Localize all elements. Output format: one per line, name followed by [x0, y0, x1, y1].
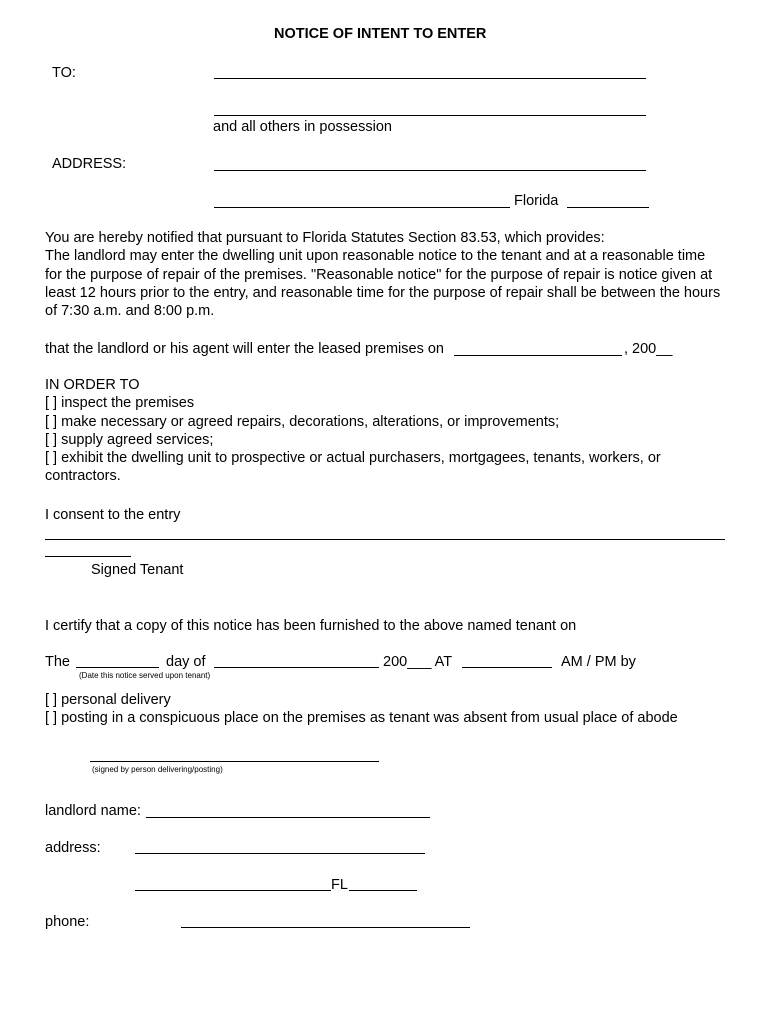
certify-text: I certify that a copy of this notice has been furnished to the above named tenant on — [45, 618, 577, 634]
order-option-repairs[interactable]: [ ] make necessary or agreed repairs, decorations, alterations, or improvements; — [45, 413, 560, 430]
entry-date-line[interactable] — [454, 355, 622, 356]
delivery-option-posting[interactable]: [ ] posting in a conspicuous place on the premises as tenant was absent from usual place of abode — [45, 710, 678, 727]
florida-label: Florida — [514, 193, 559, 209]
to-line-1[interactable] — [214, 78, 646, 79]
order-option-exhibit-cont: contractors. — [45, 468, 121, 485]
day-line[interactable] — [76, 667, 159, 668]
statute-line: of 7:30 a.m. and 8:00 p.m. — [45, 303, 215, 320]
to-line-2[interactable] — [214, 115, 646, 116]
phone-line[interactable] — [181, 927, 470, 928]
address-label-2: address: — [45, 840, 101, 856]
landlord-address-line-1[interactable] — [135, 853, 425, 854]
deliverer-signature-line[interactable] — [90, 761, 379, 762]
address-line-2[interactable] — [214, 207, 510, 208]
enter-text: that the landlord or his agent will enter the leased premises on — [45, 341, 444, 357]
landlord-name-label: landlord name: — [45, 803, 141, 819]
order-section — [45, 376, 735, 486]
landlord-zip-line[interactable] — [349, 890, 417, 891]
tenant-signature-line-short[interactable] — [45, 556, 131, 557]
order-option-services[interactable]: [ ] supply agreed services; — [45, 431, 214, 448]
statute-line: The landlord may enter the dwelling unit upon reasonable notice to the tenant and at a reasonable time — [45, 248, 706, 265]
address-label: ADDRESS: — [52, 156, 127, 172]
to-label: TO: — [52, 65, 76, 81]
statute-paragraph — [45, 229, 735, 320]
tenant-signature-line[interactable] — [45, 539, 725, 540]
entry-year: , 200__ — [624, 341, 673, 357]
delivery-option-personal[interactable]: [ ] personal delivery — [45, 692, 171, 708]
delivery-section — [45, 691, 735, 728]
order-option-inspect[interactable]: [ ] inspect the premises — [45, 395, 195, 412]
consent-text: I consent to the entry — [45, 507, 181, 523]
statute-line: You are hereby notified that pursuant to Florida Statutes Section 83.53, which provides: — [45, 230, 605, 246]
date-the: The — [45, 654, 70, 670]
statute-line: for the purpose of repair of the premises. "Reasonable notice" for the purpose of repair is notice given at — [45, 266, 713, 283]
landlord-name-line[interactable] — [146, 817, 430, 818]
address-line-1[interactable] — [214, 170, 646, 171]
phone-label: phone: — [45, 914, 90, 930]
signed-note: (signed by person delivering/posting) — [92, 765, 223, 774]
order-option-exhibit[interactable]: [ ] exhibit the dwelling unit to prospective or actual purchasers, mortgagees, tenants, workers, or — [45, 450, 661, 467]
signed-tenant-label: Signed Tenant — [91, 562, 184, 578]
zip-line[interactable] — [567, 207, 649, 208]
date-day-of: day of — [166, 654, 206, 670]
statute-line: least 12 hours prior to the entry, and reasonable time for the purpose of repair shall be between the hours — [45, 284, 721, 301]
time-line[interactable] — [462, 667, 552, 668]
order-heading: IN ORDER TO — [45, 377, 140, 393]
date-note: (Date this notice served upon tenant) — [79, 671, 211, 680]
month-line[interactable] — [214, 667, 379, 668]
page-title: NOTICE OF INTENT TO ENTER — [274, 26, 487, 42]
landlord-address-line-2[interactable] — [135, 890, 331, 891]
date-ampm-by: AM / PM by — [561, 654, 636, 670]
fl-label: FL — [331, 877, 348, 893]
date-year-at: 200___ AT — [383, 654, 453, 670]
others-in-possession: and all others in possession — [213, 119, 392, 135]
